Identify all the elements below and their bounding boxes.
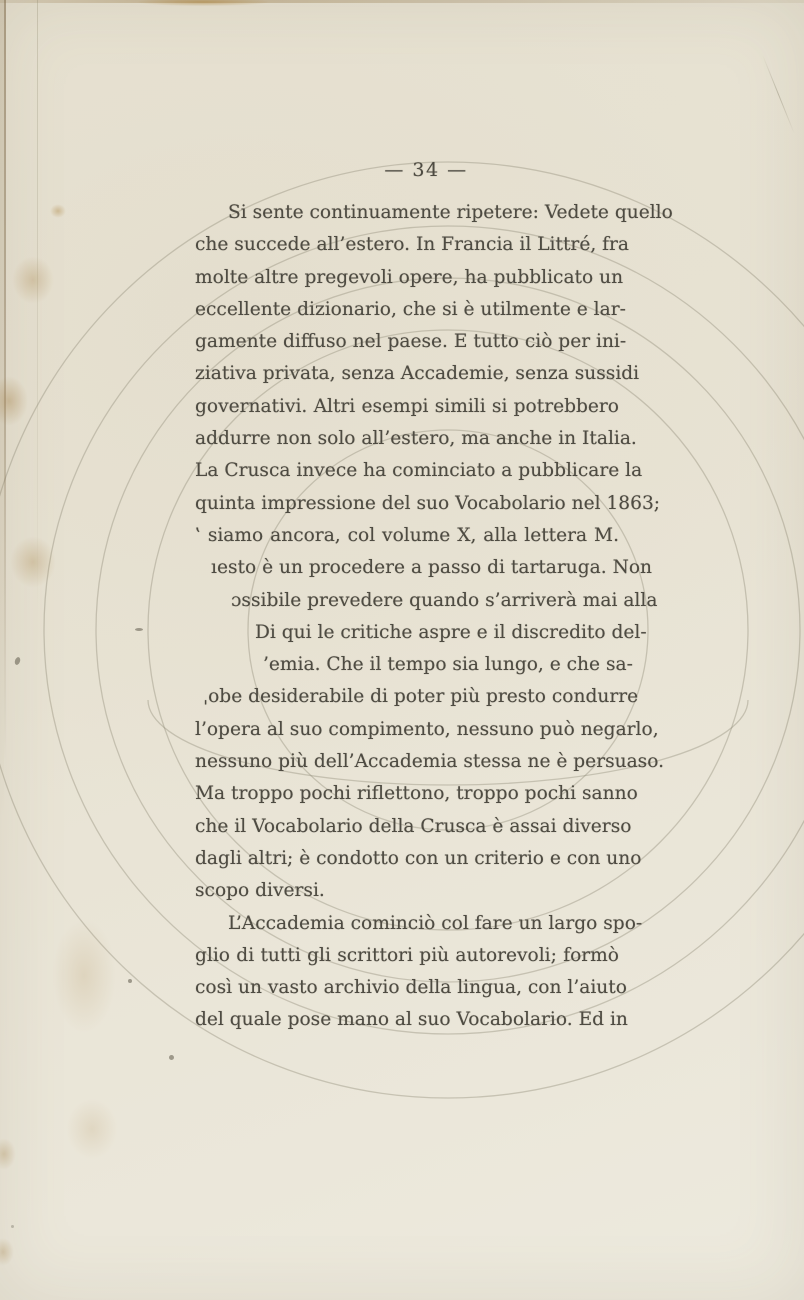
text-line: Ma troppo pochi riflettono, troppo pochi sanno bbox=[195, 783, 638, 805]
text-line: L’Accademia cominciò col fare un largo spo- bbox=[228, 912, 643, 934]
text-line: Di qui le critiche aspre e il discredito del- bbox=[255, 621, 647, 643]
text-line: eccellente dizionario, che si è utilmente e lar- bbox=[195, 298, 626, 320]
stain bbox=[12, 256, 54, 304]
text-line: del quale pose mano al suo Vocabolario. Ed in bbox=[195, 1009, 628, 1031]
text-line: scopo diversi. bbox=[195, 880, 325, 902]
text-line: che il Vocabolario della Crusca è assai diverso bbox=[195, 815, 632, 837]
page-number: — 34 — bbox=[384, 159, 468, 181]
text-line: La Crusca invece ha cominciato a pubblicare la bbox=[195, 460, 643, 482]
stain bbox=[10, 536, 56, 588]
text-line: ‛ siamo ancora, col volume X, alla lettera M. bbox=[195, 524, 619, 546]
text-line: Si sente continuamente ripetere: Vedete quello bbox=[228, 202, 673, 223]
text-line: l’opera al suo compimento, nessuno può negarlo, bbox=[195, 718, 659, 740]
stain bbox=[52, 918, 116, 1033]
text-line: nessuno più dell’Accademia stessa ne è persuaso. bbox=[195, 751, 665, 773]
text-line: ’emia. Che il tempo sia lungo, e che sa- bbox=[263, 654, 633, 676]
ink-speck bbox=[135, 628, 143, 631]
paper-crease bbox=[37, 0, 38, 620]
text-line: glio di tutti gli scrittori più autorevoli; formò bbox=[195, 944, 619, 966]
stain bbox=[50, 204, 66, 218]
ink-speck bbox=[11, 1225, 14, 1228]
ink-speck bbox=[169, 1055, 174, 1060]
text-line: gamente diffuso nel paese. E tutto ciò per ini- bbox=[195, 331, 627, 353]
text-block bbox=[195, 197, 673, 1037]
ink-speck bbox=[128, 979, 132, 983]
text-line: ıesto è un procedere a passo di tartaruga. Non bbox=[211, 557, 653, 579]
text-line: quinta impressione del suo Vocabolario nel 1863; bbox=[195, 492, 661, 514]
text-line: che succede all’estero. In Francia il Littré, fra bbox=[195, 234, 630, 256]
text-line: ziativa privata, senza Accademie, senza sussidi bbox=[195, 363, 640, 385]
text-line: addurre non solo all’estero, ma anche in Italia. bbox=[195, 428, 637, 450]
text-line: governativi. Altri esempi simili si potrebbero bbox=[195, 395, 619, 417]
text-line: molte altre pregevoli opere, ha pubblicato un bbox=[195, 266, 624, 288]
page-top-edge bbox=[0, 0, 804, 3]
text-line: dagli altri; è condotto con un criterio e con uno bbox=[195, 847, 642, 869]
text-line: ˌobe desiderabile di poter più presto condurre bbox=[203, 686, 639, 708]
text-line: così un vasto archivio della lingua, con l’aiuto bbox=[195, 977, 627, 999]
stain bbox=[66, 1098, 118, 1160]
text-line: ɔssibile prevedere quando s’arriverà mai alla bbox=[231, 589, 658, 611]
